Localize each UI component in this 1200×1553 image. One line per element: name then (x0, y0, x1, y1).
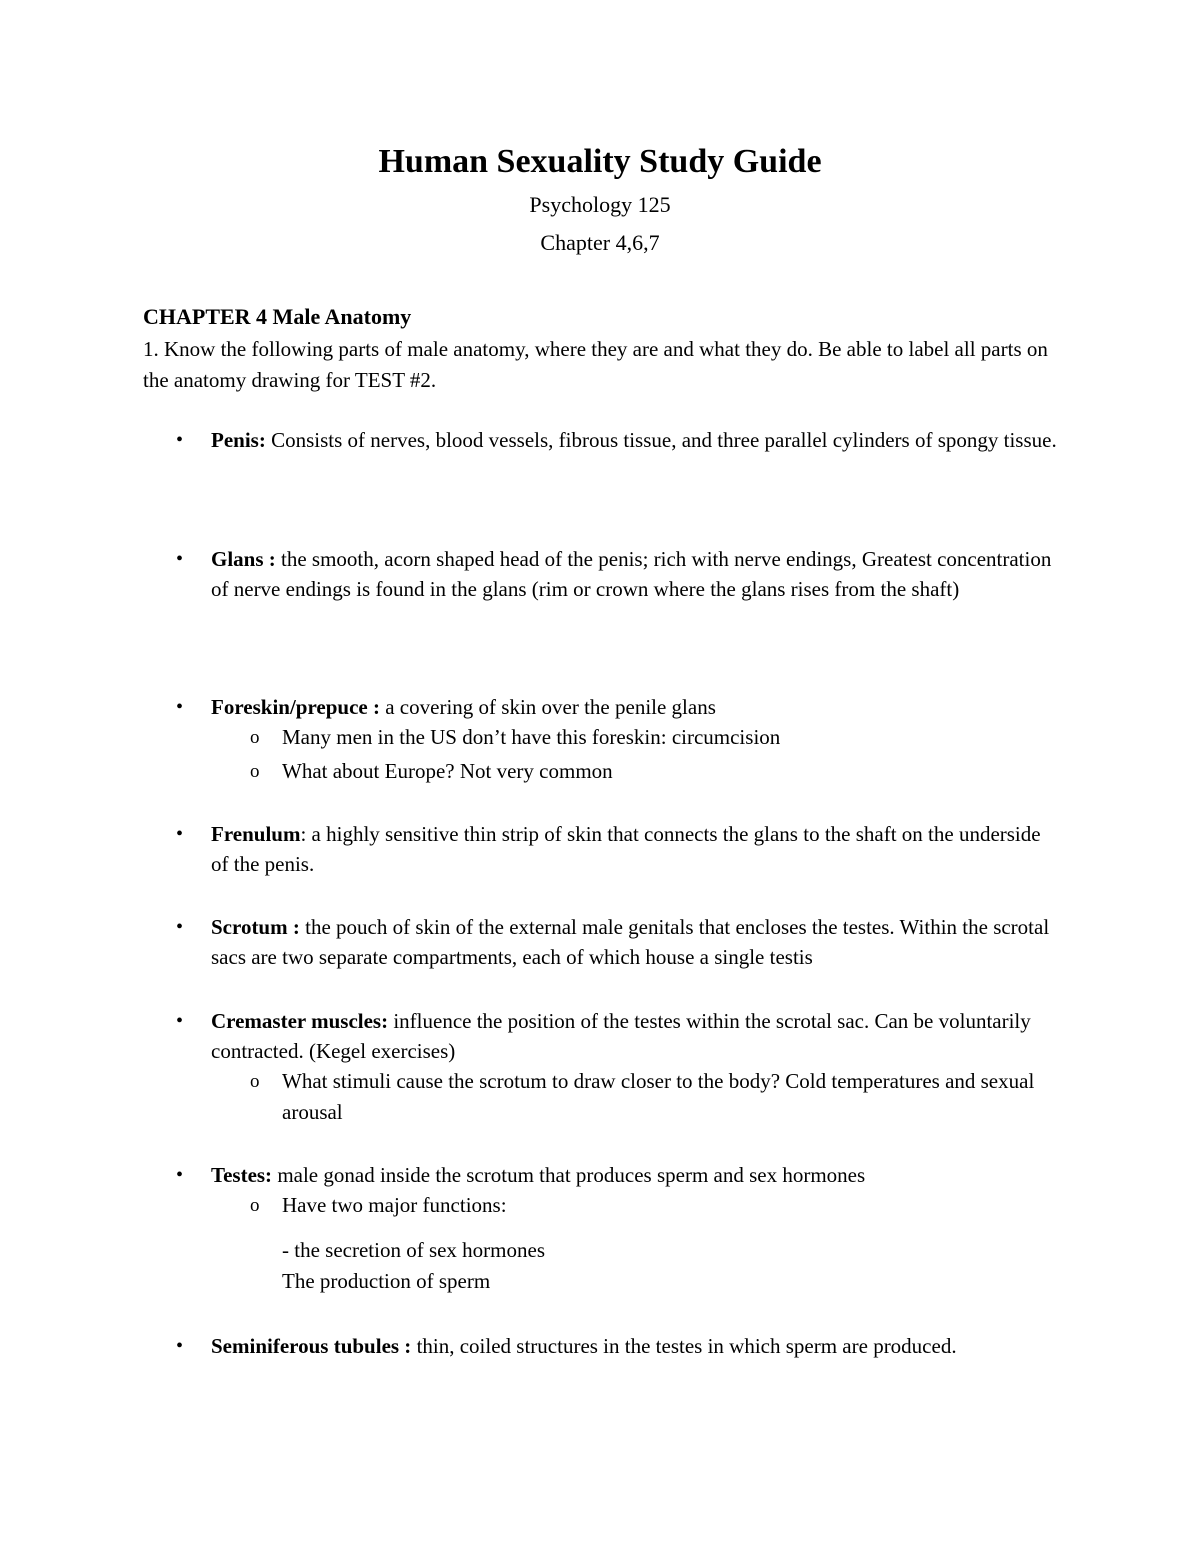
term-definition: a covering of skin over the penile glans (379, 695, 716, 719)
sub-item-text: What about Europe? Not very common (282, 759, 613, 783)
list-item-text (211, 1160, 1061, 1190)
sub-list-item (250, 756, 1062, 787)
term-definition: male gonad inside the scrotum that produces sperm and sex hormones (272, 1163, 866, 1187)
bullet-icon: • (176, 429, 184, 451)
term-label: Scrotum : (211, 915, 300, 939)
list-item-frenulum (143, 819, 1063, 879)
bullet-icon: • (176, 916, 184, 938)
detail-line: The production of sperm (282, 1269, 491, 1293)
document-title: Human Sexuality Study Guide (378, 143, 822, 180)
list-item-text (211, 912, 1061, 972)
list-item-text (211, 692, 1061, 722)
list-item-text (211, 425, 1061, 455)
list-item-scrotum (143, 912, 1063, 972)
term-definition: influence the position of the testes within the scrotal sac. Can be voluntarily contracted. (Kegel exercises) (211, 1009, 1031, 1063)
bullet-icon: • (176, 823, 184, 845)
sub-bullet-icon: o (250, 1195, 260, 1216)
instruction-text: 1. Know the following parts of male anatomy, where they are and what they do. Be able to label all parts on the anatomy drawing for TEST #2. (143, 337, 1048, 392)
term-label: Cremaster muscles: (211, 1009, 389, 1033)
bullet-icon: • (176, 1335, 184, 1357)
sub-bullet-icon: o (250, 727, 260, 748)
list-item-cremaster-muscles (143, 1006, 1063, 1128)
list-item-text (211, 1006, 1061, 1066)
term-label: Penis: (211, 428, 266, 452)
list-item-text (211, 819, 1061, 879)
bullet-icon: • (176, 548, 184, 570)
chapter-heading: CHAPTER 4 Male Anatomy (143, 304, 412, 329)
term-label: Foreskin/prepuce : (211, 695, 380, 719)
term-definition: : a highly sensitive thin strip of skin that connects the glans to the shaft on the underside of the penis. (211, 822, 1041, 876)
term-definition: the pouch of skin of the external male genitals that encloses the testes. Within the scrotal sacs are two separate compartments, each of which house a single testis (211, 915, 1050, 969)
sub-item-text: What stimuli cause the scrotum to draw closer to the body? Cold temperatures and sexual arousal (282, 1069, 1035, 1124)
sub-list-item (250, 1066, 1062, 1128)
term-label: Seminiferous tubules : (211, 1334, 412, 1358)
term-label: Glans : (211, 547, 276, 571)
list-item-text (211, 1331, 1061, 1361)
chapters-subtitle: Chapter 4,6,7 (540, 230, 660, 255)
bullet-icon: • (176, 696, 184, 718)
course-subtitle: Psychology 125 (529, 192, 671, 217)
sub-item-text: Many men in the US don’t have this foreskin: circumcision (282, 725, 781, 749)
list-item-seminiferous-tubules (143, 1331, 1063, 1361)
sub-bullet-icon: o (250, 1071, 260, 1092)
term-label: Frenulum (211, 822, 301, 846)
list-item-foreskin (143, 692, 1063, 787)
term-definition: the smooth, acorn shaped head of the penis; rich with nerve endings, Greatest concentration of nerve endings is found in the glans (rim or crown where the glans rises from the shaft) (211, 547, 1052, 601)
term-definition: thin, coiled structures in the testes in which sperm are produced. (411, 1334, 957, 1358)
sub-list-item (250, 722, 1062, 753)
list-item-text (211, 544, 1061, 604)
list-item-penis (143, 425, 1063, 455)
sub-list-item (250, 1190, 1062, 1221)
bullet-icon: • (176, 1164, 184, 1186)
detail-line: - the secretion of sex hormones (282, 1238, 546, 1262)
bullet-icon: • (176, 1010, 184, 1032)
term-definition: Consists of nerves, blood vessels, fibrous tissue, and three parallel cylinders of spongy tissue. (265, 428, 1057, 452)
term-label: Testes: (211, 1163, 273, 1187)
sub-item-text: Have two major functions: (282, 1193, 507, 1217)
sub-bullet-icon: o (250, 761, 260, 782)
list-item-testes (143, 1160, 1063, 1297)
list-item-glans (143, 544, 1063, 604)
function-details (282, 1235, 1063, 1297)
